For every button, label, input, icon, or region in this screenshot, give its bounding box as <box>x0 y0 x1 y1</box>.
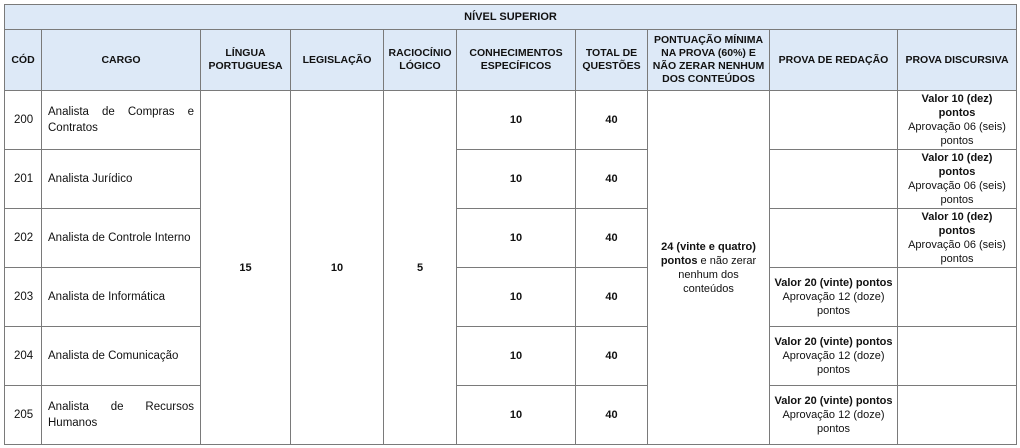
discursiva-cell <box>898 327 1017 386</box>
discursiva-valor: Valor 10 (dez) pontos <box>921 152 993 178</box>
discursiva-cell <box>898 209 1017 268</box>
cod-cell: 204 <box>5 327 42 386</box>
legislacao-cell: 10 <box>291 91 384 445</box>
total-cell: 40 <box>576 327 648 386</box>
header-cod: CÓD <box>5 30 42 91</box>
cargo-cell: Analista de Informática <box>42 268 201 327</box>
cargo-cell: Analista Jurídico <box>42 150 201 209</box>
discursiva-aprov: Aprovação 06 (seis) pontos <box>908 180 1006 206</box>
header-lingua: LÍNGUA PORTUGUESA <box>201 30 291 91</box>
conhecimentos-cell: 10 <box>457 386 576 445</box>
cod-cell: 202 <box>5 209 42 268</box>
discursiva-cell <box>898 91 1017 150</box>
pontuacao-rest: e não zerar nenhum dos conteúdos <box>678 254 757 295</box>
header-row <box>5 30 1017 91</box>
header-pontuacao: PONTUAÇÃO MÍNIMA NA PROVA (60%) E NÃO ZERAR NENHUM DOS CONTEÚDOS <box>648 30 770 91</box>
header-conhecimentos: CONHECIMENTOS ESPECÍFICOS <box>457 30 576 91</box>
table-row <box>5 268 1017 327</box>
table-row <box>5 91 1017 150</box>
cod-cell: 203 <box>5 268 42 327</box>
table-row <box>5 150 1017 209</box>
raciocinio-cell: 5 <box>384 91 457 445</box>
redacao-valor: Valor 20 (vinte) pontos <box>774 395 893 407</box>
cargo-cell: Analista de Compras e Contratos <box>42 91 201 150</box>
conhecimentos-cell: 10 <box>457 327 576 386</box>
cod-cell: 200 <box>5 91 42 150</box>
total-cell: 40 <box>576 150 648 209</box>
redacao-cell <box>770 209 898 268</box>
total-cell: 40 <box>576 91 648 150</box>
discursiva-cell <box>898 268 1017 327</box>
cargo-cell: Analista de Comunicação <box>42 327 201 386</box>
redacao-cell <box>770 91 898 150</box>
discursiva-valor: Valor 10 (dez) pontos <box>921 93 993 119</box>
header-redacao: PROVA DE REDAÇÃO <box>770 30 898 91</box>
cod-cell: 205 <box>5 386 42 445</box>
pontuacao-bold: 24 (vinte e quatro) pontos <box>660 240 756 267</box>
redacao-aprov: Aprovação 12 (doze) pontos <box>782 291 885 317</box>
conhecimentos-cell: 10 <box>457 150 576 209</box>
discursiva-aprov: Aprovação 06 (seis) pontos <box>908 239 1006 265</box>
title-row <box>5 5 1017 30</box>
table-row <box>5 209 1017 268</box>
discursiva-cell <box>898 386 1017 445</box>
redacao-cell <box>770 150 898 209</box>
conhecimentos-cell: 10 <box>457 268 576 327</box>
header-raciocinio: RACIOCÍNIO LÓGICO <box>384 30 457 91</box>
discursiva-aprov: Aprovação 06 (seis) pontos <box>908 121 1006 147</box>
total-cell: 40 <box>576 386 648 445</box>
cargo-cell: Analista de Recursos Humanos <box>42 386 201 445</box>
redacao-aprov: Aprovação 12 (doze) pontos <box>782 409 885 435</box>
header-total: TOTAL DE QUESTÕES <box>576 30 648 91</box>
redacao-valor: Valor 20 (vinte) pontos <box>774 336 893 348</box>
redacao-cell <box>770 386 898 445</box>
cod-cell: 201 <box>5 150 42 209</box>
conhecimentos-cell: 10 <box>457 91 576 150</box>
header-legislacao: LEGISLAÇÃO <box>291 30 384 91</box>
table-title: NÍVEL SUPERIOR <box>5 5 1017 30</box>
total-cell: 40 <box>576 268 648 327</box>
exam-table <box>4 4 1017 445</box>
redacao-cell <box>770 327 898 386</box>
redacao-valor: Valor 20 (vinte) pontos <box>774 277 893 289</box>
table-wrapper <box>4 4 1017 445</box>
lingua-cell: 15 <box>201 91 291 445</box>
header-cargo: CARGO <box>42 30 201 91</box>
total-cell: 40 <box>576 209 648 268</box>
redacao-aprov: Aprovação 12 (doze) pontos <box>782 350 885 376</box>
table-row <box>5 386 1017 445</box>
conhecimentos-cell: 10 <box>457 209 576 268</box>
pontuacao-cell <box>648 91 770 445</box>
header-discursiva: PROVA DISCURSIVA <box>898 30 1017 91</box>
discursiva-cell <box>898 150 1017 209</box>
cargo-cell: Analista de Controle Interno <box>42 209 201 268</box>
redacao-cell <box>770 268 898 327</box>
discursiva-valor: Valor 10 (dez) pontos <box>921 211 993 237</box>
table-row <box>5 327 1017 386</box>
